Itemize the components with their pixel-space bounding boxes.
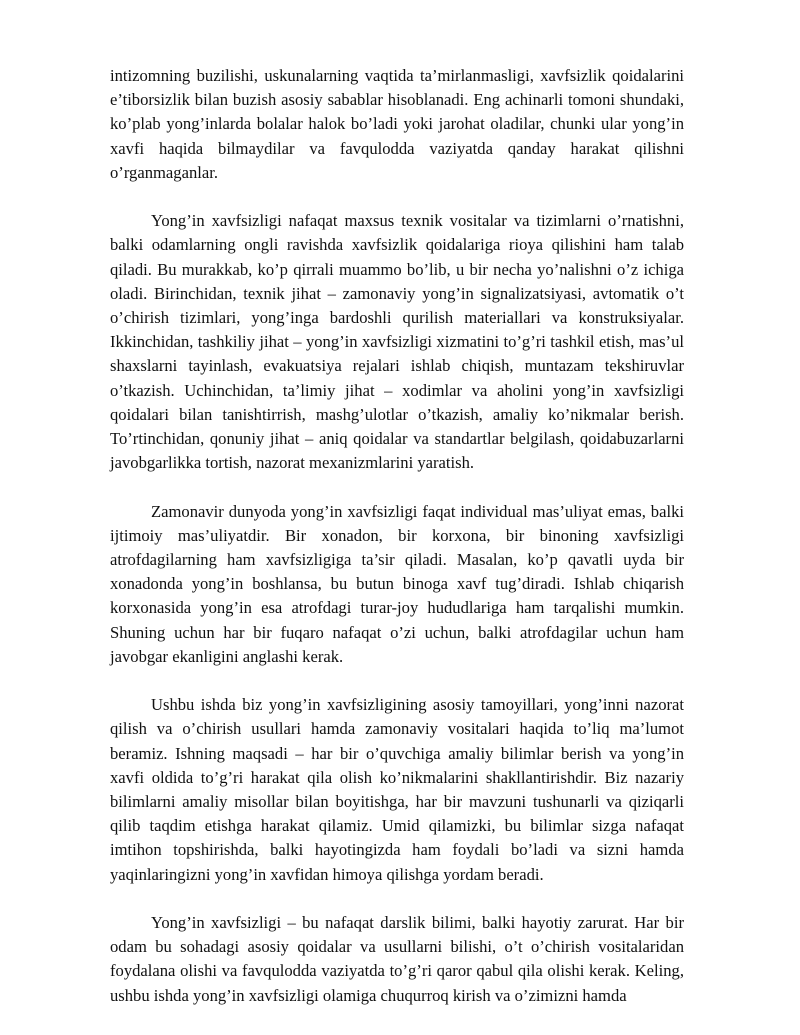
paragraph-complex-problem: Yong’in xavfsizligi nafaqat maxsus texnik vositalar va tizimlarni o’rnatishni, balki odamlarning ongli ravishda xavfsizlik qoidalariga rioya qilishini ham talab qiladi. Bu murakkab, ko’p qirrali muammo bo’lib, u bir necha yo’nalishni o’z ichiga oladi. Birinchidan, texnik jihat – zamonaviy yong’in signalizatsiyasi, avtomatik o’t o’chirish tizimlari, yong’inga bardoshli qurilish materiallari va konstruksiyalar. Ikkinchidan, tashkiliy jihat – yong’in xavfsizligi xizmatini to’g’ri tashkil etish, mas’ul shaxslarni tayinlash, evakuatsiya rejalari ishlab chiqish, muntazam tekshiruvlar o’tkazish. Uchinchidan, ta’limiy jihat – xodimlar va aholini yong’in xavfsizligi qoidalari bilan tanishtirrish, mashg’ulotlar o’tkazish, amaliy ko’nikmalar berish. To’rtinchidan, qonuniy jihat – aniq qoidalar va standartlar belgilash, qoidabuzarlarni javobgarlikka tortish, nazorat mexanizmlarini yaratish.: [110, 211, 684, 473]
paragraph-social-responsibility: Zamonavir dunyoda yong’in xavfsizligi faqat individual mas’uliyat emas, balki ijtimoiy mas’uliyatdir. Bir xonadon, bir korxona, bir binoning xavfsizligi atrofdagilarning ham xavfsizligiga ta’sir qiladi. Masalan, ko’p qavatli uyda bir xonadonda yong’in boshlansa, bu butun binoga xavf tug’diradi. Ishlab chiqarish korxonasida yong’in esa atrofdagi turar-joy hududlariga ham tarqalishi mumkin. Shuning uchun har bir fuqaro nafaqat o’zi uchun, balki atrofdagilar uchun ham javobgar ekanligini anglashi kerak.: [110, 501, 684, 666]
document-page: [110, 64, 684, 1008]
paragraph-continuation: intizomning buzilishi, uskunalarning vaqtida ta’mirlanmasligi, xavfsizlik qoidalarini e’tiborsizlik bilan buzish asosiy sabablar hisoblanadi. Eng achinarli tomoni shundaki, ko’plab yong’inlarda bolalar halok bo’ladi yoki jarohat oladilar, chunki ular yong’in xavfi haqida bilmaydilar va favqulodda vaziyatda qanday harakat qilishni o’rganmaganlar.: [110, 66, 684, 182]
paragraph-life-necessity: Yong’in xavfsizligi – bu nafaqat darslik bilimi, balki hayotiy zarurat. Har bir odam bu sohadagi asosiy qoidalar va usullarni bilishi, o’t o’chirish vositalaridan foydalana olishi va favqulodda vaziyatda to’g’ri qaror qabul qila olishi kerak. Keling, ushbu ishda yong’in xavfsizligi olamiga chuqurroq kirish va o’zimizni hamda: [110, 913, 684, 1005]
paragraph-work-purpose: Ushbu ishda biz yong’in xavfsizligining asosiy tamoyillari, yong’inni nazorat qilish va o’chirish usullari hamda zamonaviy vositalari haqida to’liq ma’lumot beramiz. Ishning maqsadi – har bir o’quvchiga amaliy bilimlar berish va yong’in xavfi oldida to’g’ri harakat qila olish ko’nikmalarini shakllantirishdir. Biz nazariy bilimlarni amaliy misollar bilan boyitishga, har bir mavzuni tushunarli va qiziqarli qilib taqdim etishga harakat qilamiz. Umid qilamizki, bu bilimlar sizga nafaqat imtihon topshirishda, balki hayotingizda ham foydali bo’ladi va sizni hamda yaqinlaringizni yong’in xavfidan himoya qilishga yordam beradi.: [110, 695, 684, 884]
